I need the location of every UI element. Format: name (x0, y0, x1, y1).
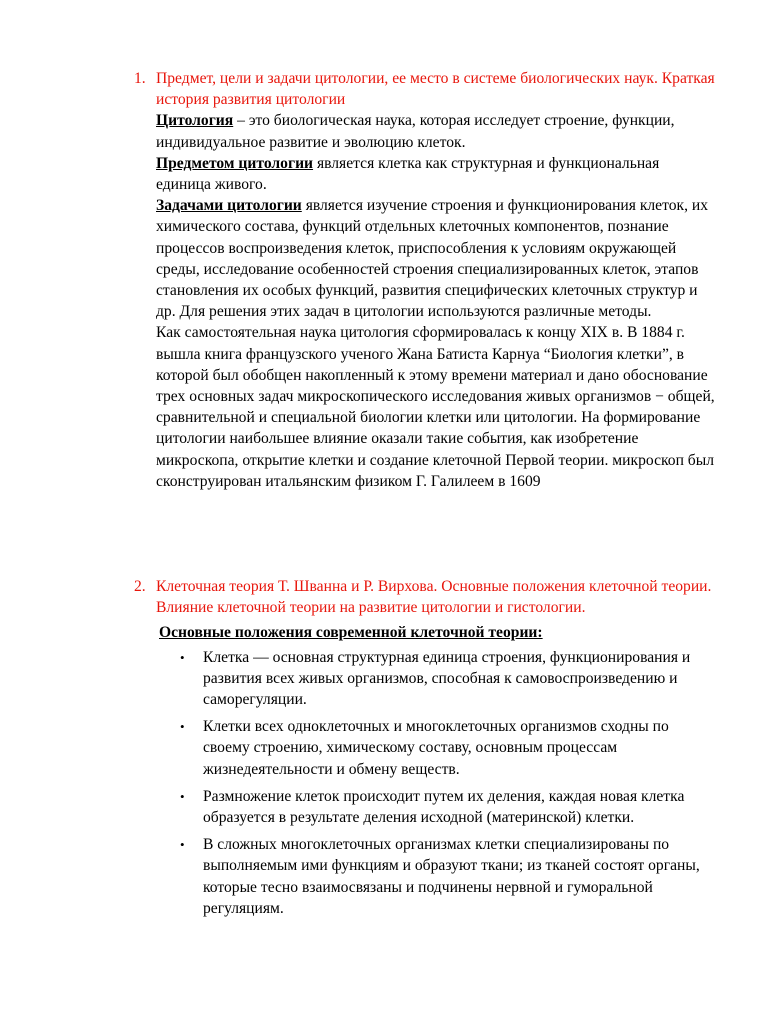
bullet-icon: • (180, 837, 185, 853)
list-item (156, 834, 716, 919)
list-item-text: Размножение клеток происходит путем их деления, каждая новая клетка образуется в результате деления исходной (материнской) клетки. (203, 787, 685, 827)
paragraph-history: Как самостоятельная наука цитология сформировалась к концу XIX в. В 1884 г. вышла книга французского ученого Жана Батиста Карнуа “Биология клетки”, в которой был обобщен накопленный к этому времени материал и дано обоснование трех основных задач микроскопического исследования живых организмов − общей, сравнительной и специальной биологии клетки или цитологии. На формирование цитологии наибольшее влияние оказали такие события, как изобретение микроскопа, открытие клетки и создание клеточной Первой теории. микроскоп был сконструирован итальянским физиком Г. Галилеем в 1609 (156, 324, 715, 490)
list-item (156, 647, 716, 711)
list-item-text: В сложных многоклеточных организмах клетки специализированы по выполняемым ими функциям и образуют ткани; из тканей состоят органы, которые тесно взаимосвязаны и подчинены нервной и гуморальной регуляциям. (203, 836, 700, 917)
paragraph-definition (156, 110, 716, 152)
term-cytology: Цитология (156, 112, 234, 130)
subject-text: является клетка как структурная и функциональная единица живого. (156, 154, 660, 194)
section-number: 1. (134, 70, 146, 87)
section-1 (134, 68, 716, 492)
list-item-text: Клетка — основная структурная единица строения, функционирования и развития всех живых организмов, способная к самовоспроизведению и саморегуляции. (203, 648, 691, 709)
term-subject: Предметом цитологии (156, 154, 314, 172)
term-tasks: Задачами цитологии (156, 197, 302, 215)
paragraph-tasks (156, 195, 716, 322)
tasks-text: является изучение строения и функционирования клеток, их химического состава, функций отдельных клеточных компонентов, познание процессов воспроизведения клеток, приспособления к условиям окружающей среды, исследование особенностей строения специализированных клеток, этапов становления их особых функций, развития специфических клеточных структур и др. Для решения этих задач в цитологии используются различные методы. (156, 197, 709, 321)
paragraph-subject (156, 153, 716, 195)
definition-text: – это биологическая наука, которая исследует строение, функции, индивидуальное развитие и эволюцию клеток. (156, 112, 675, 151)
section-2 (134, 576, 716, 925)
bullet-list (156, 647, 716, 919)
bullet-icon: • (180, 649, 185, 665)
bullet-icon: • (180, 788, 185, 804)
list-item (156, 716, 716, 780)
section-heading: Клеточная теория Т. Шванна и Р. Вирхова. Основные положения клеточной теории. Влияние клеточной теории на развитие цитологии и гистологии. (156, 578, 712, 617)
list-item-text: Клетки всех одноклеточных и многоклеточных организмов сходны по своему строению, химическому составу, основным процессам жизнедеятельности и обмену веществ. (203, 718, 669, 778)
section-heading: Предмет, цели и задачи цитологии, ее место в системе биологических наук. Краткая история развития цитологии (156, 70, 715, 109)
section-number: 2. (134, 578, 146, 595)
list-item (156, 786, 716, 828)
subheading: Основные положения современной клеточной теории: (159, 624, 543, 642)
bullet-icon: • (180, 719, 185, 735)
